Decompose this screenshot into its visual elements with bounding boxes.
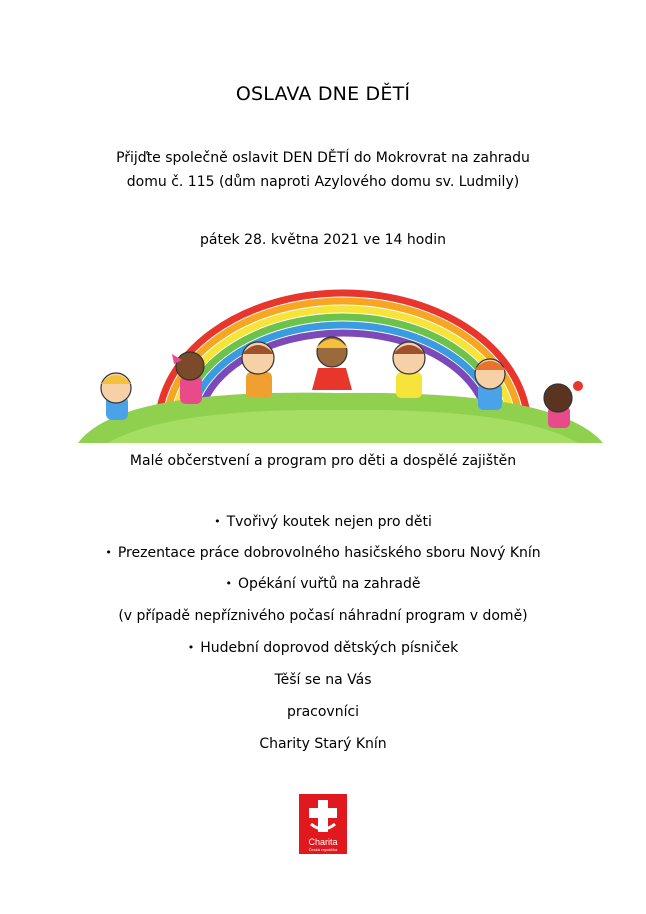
child-figure [242, 342, 274, 398]
children-rainbow-illustration [78, 278, 603, 443]
closing-organization: Charity Starý Knín [259, 736, 387, 752]
logo-sublabel: Česká republika [308, 847, 338, 852]
closing-greeting: Těší se na Vás [274, 672, 372, 688]
charita-cross-icon [299, 794, 347, 838]
bullet-icon: • [187, 641, 195, 654]
invitation-line-1: Přijďte společně oslavit DEN DĚTÍ do Mokrovrat na zahradu [116, 150, 530, 166]
weather-note: (v případě nepříznivého počasí náhradní program v domě) [118, 608, 528, 624]
closing-staff: pracovníci [286, 704, 360, 720]
child-figure [101, 373, 131, 420]
program-item: • Tvořivý koutek nejen pro děti [214, 514, 432, 530]
bullet-icon: • [105, 546, 112, 559]
child-figure [544, 381, 583, 428]
program-item: • Hudební doprovod dětských písniček [187, 640, 459, 656]
bullet-icon: • [214, 515, 221, 528]
invitation-line-2: domu č. 115 (dům naproti Azylového domu sv. Ludmily) [126, 174, 520, 190]
charita-logo [299, 794, 347, 854]
child-figure [393, 342, 425, 398]
child-figure [312, 337, 352, 390]
program-item: • Opékání vuřtů na zahradě [225, 576, 421, 592]
child-figure [474, 359, 506, 410]
logo-label: Charita [308, 837, 338, 847]
refreshments-note: Malé občerstvení a program pro děti a dospělé zajištěn [129, 453, 517, 469]
event-date-time: pátek 28. května 2021 ve 14 hodin [199, 232, 447, 248]
invitation-text [0, 146, 646, 194]
page-title: OSLAVA DNE DĚTÍ [235, 83, 411, 105]
bullet-icon: • [225, 577, 233, 590]
program-item: • Prezentace práce dobrovolného hasičského sboru Nový Knín [105, 545, 541, 561]
